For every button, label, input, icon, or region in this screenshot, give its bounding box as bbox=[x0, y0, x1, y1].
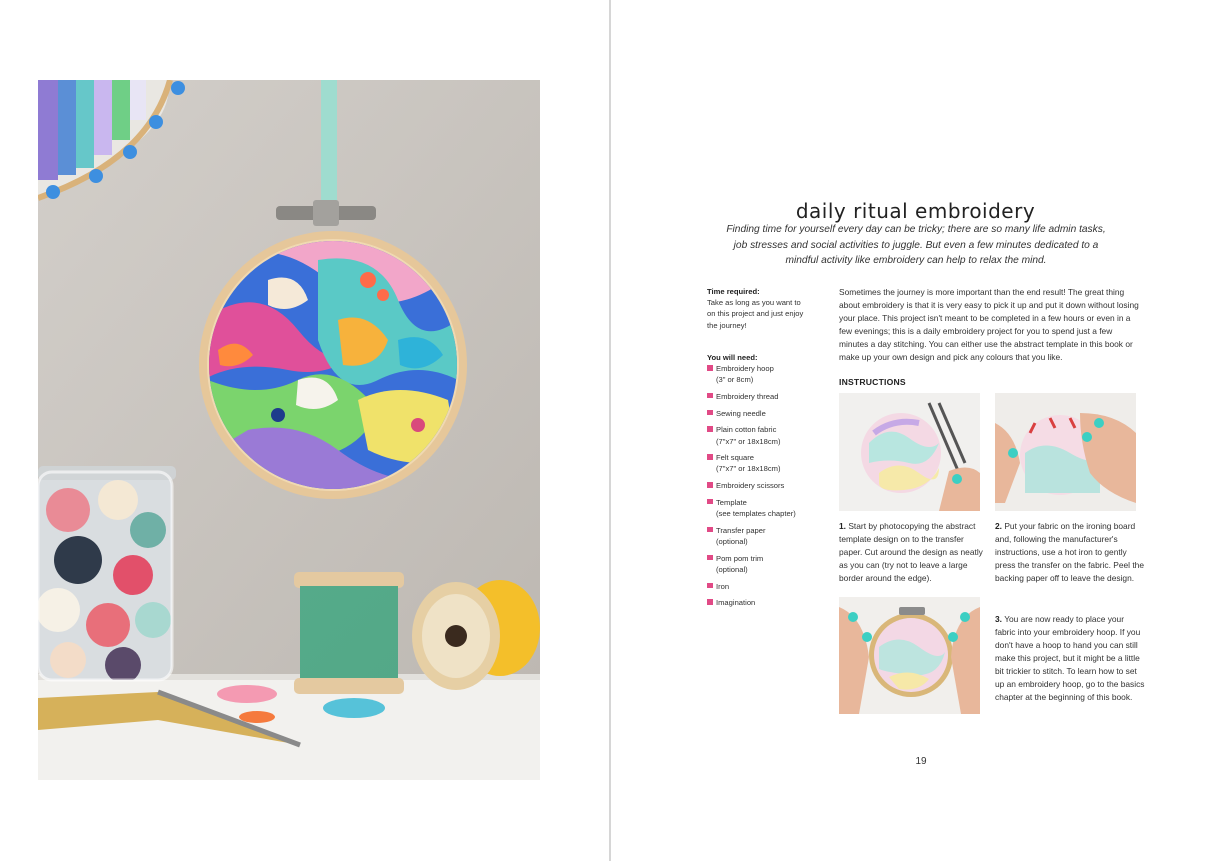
bullet-square-icon bbox=[707, 482, 713, 488]
list-item bbox=[707, 424, 807, 446]
item-label: Imagination bbox=[716, 598, 756, 608]
list-item bbox=[707, 553, 807, 575]
bullet-square-icon bbox=[707, 426, 713, 432]
step-1-text bbox=[839, 520, 984, 585]
item-label: Pom pom trim bbox=[716, 553, 764, 563]
item-sub: (7"x7" or 18x18cm) bbox=[716, 464, 781, 474]
instructions-heading: INSTRUCTIONS bbox=[839, 377, 906, 387]
item-sub: (optional) bbox=[716, 536, 748, 546]
list-item bbox=[707, 525, 807, 547]
step-1-photo bbox=[839, 393, 980, 511]
green-thread-spool bbox=[294, 572, 404, 694]
page-number: 19 bbox=[915, 756, 927, 767]
intro-text: Finding time for yourself every day can be tricky; there are so many life admin tasks, job stresses and social activities to juggle. But even a few minutes dedicated to a mindful activity like embroidery can help to relax the mind. bbox=[726, 224, 1106, 266]
step-description: Put your fabric on the ironing board and, following the manufacturer's instructions, use a hot iron to gently press the transfer on the fabric. Peel the backing paper off to leave the design. bbox=[995, 521, 1144, 583]
item-label: Iron bbox=[716, 581, 730, 591]
step-description: Start by photocopying the abstract template design on to the transfer paper. Cut around the design as neatly as you can (try not to leave a large border around the edge). bbox=[839, 521, 983, 583]
step-number: 1. bbox=[839, 521, 846, 531]
left-page bbox=[0, 0, 609, 861]
page-title: daily ritual embroidery bbox=[795, 199, 1036, 224]
list-item bbox=[707, 597, 807, 608]
button-jar bbox=[38, 466, 176, 683]
item-label: Transfer paper bbox=[716, 525, 766, 535]
step-3-photo bbox=[839, 597, 980, 714]
item-label: Felt square bbox=[716, 453, 754, 463]
item-label: Embroidery hoop bbox=[716, 364, 774, 374]
step-number: 2. bbox=[995, 521, 1002, 531]
item-label: Plain cotton fabric bbox=[716, 425, 777, 435]
bullet-square-icon bbox=[707, 555, 713, 561]
list-item bbox=[707, 497, 807, 519]
embroidery-hoop-photo bbox=[38, 80, 540, 780]
item-sub: (7"x7" or 18x18cm) bbox=[716, 436, 781, 446]
body-paragraph: Sometimes the journey is more important than the end result! The great thing about embroidery is that it is very easy to pick it up and put it down without losing your place. This project isn't meant to be completed in a few hours or even in a few evenings; this is a daily embroidery project for you to spend just a few minutes a day stitching. You can either use the abstract template in this book or make up your own design and pick any colours that you like. bbox=[839, 287, 1139, 362]
step-number: 3. bbox=[995, 614, 1002, 624]
item-label: Template bbox=[716, 497, 747, 507]
materials-sidebar bbox=[707, 286, 807, 614]
item-sub: (3" or 8cm) bbox=[716, 375, 754, 385]
bullet-square-icon bbox=[707, 599, 713, 605]
bullet-square-icon bbox=[707, 527, 713, 533]
step-3-text bbox=[995, 613, 1145, 704]
item-label: Embroidery scissors bbox=[716, 481, 785, 491]
list-item bbox=[707, 363, 807, 385]
item-label: Embroidery thread bbox=[716, 391, 779, 401]
right-page bbox=[611, 0, 1220, 861]
bullet-square-icon bbox=[707, 499, 713, 505]
list-item bbox=[707, 408, 807, 419]
step-description: You are now ready to place your fabric into your embroidery hoop. If you don't have a hoop to hand you can still make this project, but it might be a little bit trickier to stitch. To learn how to set up an embroidery hoop, go to the basics chapter at the beginning of this book. bbox=[995, 614, 1145, 702]
time-required-heading: Time required: bbox=[707, 287, 760, 296]
time-required-text: Take as long as you want to on this project and just enjoy the journey! bbox=[707, 298, 804, 330]
item-sub: (optional) bbox=[716, 564, 748, 574]
bullet-square-icon bbox=[707, 393, 713, 399]
you-will-need-heading: You will need: bbox=[707, 352, 758, 362]
step-2-photo bbox=[995, 393, 1136, 511]
list-item bbox=[707, 581, 807, 592]
list-item bbox=[707, 480, 807, 491]
bullet-square-icon bbox=[707, 583, 713, 589]
item-label: Sewing needle bbox=[716, 408, 766, 418]
bullet-square-icon bbox=[707, 365, 713, 371]
bullet-square-icon bbox=[707, 410, 713, 416]
list-item bbox=[707, 452, 807, 474]
item-sub: (see templates chapter) bbox=[716, 509, 796, 519]
list-item bbox=[707, 391, 807, 402]
materials-list bbox=[707, 363, 807, 608]
step-2-text bbox=[995, 520, 1147, 585]
bullet-square-icon bbox=[707, 454, 713, 460]
